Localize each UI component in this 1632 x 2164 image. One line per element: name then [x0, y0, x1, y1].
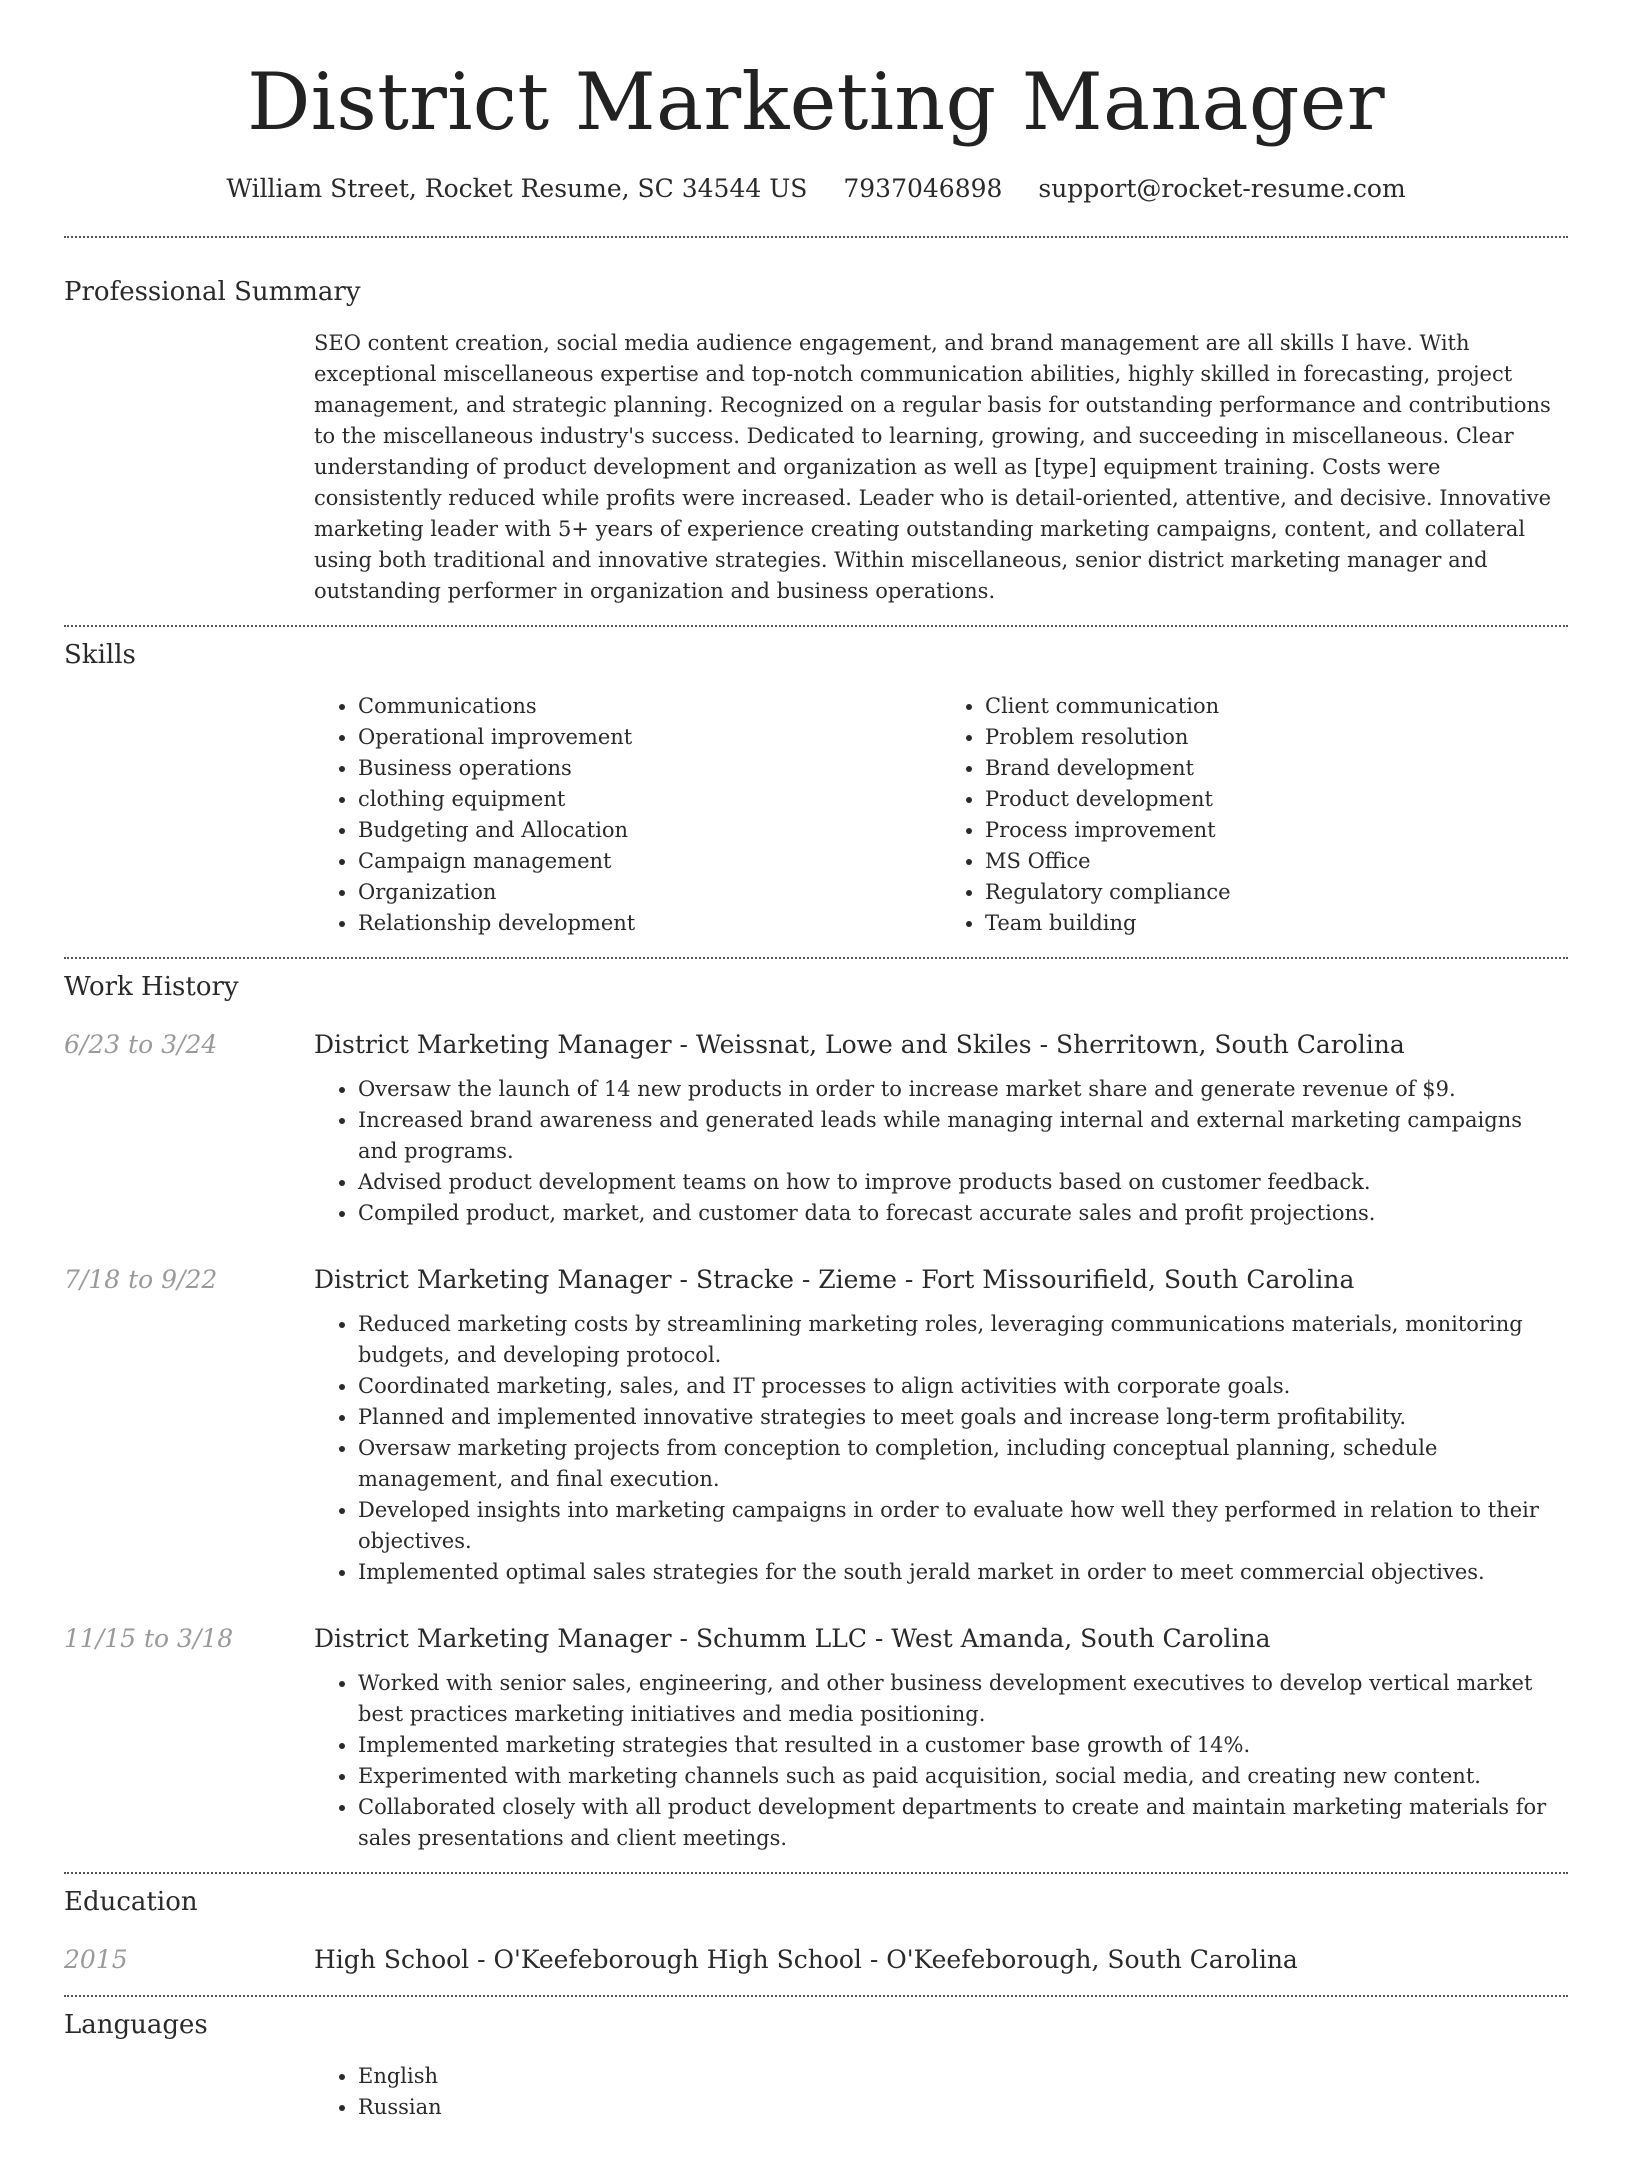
job-details — [314, 1668, 1568, 1854]
job-title: District Marketing Manager - Weissnat, Lowe and Skiles - Sherritown, South Carolina — [314, 1030, 1405, 1059]
section-divider — [64, 1872, 1568, 1874]
languages-section — [64, 2008, 1568, 2123]
job-bullet: • Oversaw marketing projects from conception to completion, including conceptual planning, schedule management, and final execution. — [358, 1433, 1568, 1495]
skills-list-left — [314, 691, 941, 939]
contact-email: support@rocket-resume.com — [1038, 174, 1406, 203]
job-bullet: • Advised product development teams on how to improve products based on customer feedback. — [358, 1167, 1568, 1198]
skill-item: • Problem resolution — [985, 722, 1568, 753]
languages-list — [314, 2061, 1568, 2123]
resume-name: District Marketing Manager — [247, 56, 1385, 148]
resume-page — [0, 52, 1632, 2164]
job-bullet: • Reduced marketing costs by streamlining marketing roles, leveraging communications materials, monitoring budgets, and developing protocol. — [358, 1309, 1568, 1371]
skill-item: • Operational improvement — [358, 722, 941, 753]
skill-item: • MS Office — [985, 846, 1568, 877]
job-bullets — [314, 1074, 1568, 1229]
skill-item: • Process improvement — [985, 815, 1568, 846]
section-title-education: Education — [64, 1887, 198, 1917]
section-title-summary: Professional Summary — [64, 277, 361, 307]
job-bullet: • Oversaw the launch of 14 new products in order to increase market share and generate revenue of $9. — [358, 1074, 1568, 1105]
job-header — [64, 1028, 1568, 1062]
job-bullet: • Developed insights into marketing campaigns in order to evaluate how well they performed in relation to their objectives. — [358, 1495, 1568, 1557]
skill-item: • Team building — [985, 908, 1568, 939]
job-bullet: • Implemented optimal sales strategies for the south jerald market in order to meet commercial objectives. — [358, 1557, 1568, 1588]
job-bullet: • Collaborated closely with all product development departments to create and maintain marketing materials for sales presentations and client meetings. — [358, 1792, 1568, 1854]
contact-phone: 7937046898 — [843, 174, 1003, 203]
skill-item: • Organization — [358, 877, 941, 908]
job-details — [314, 1074, 1568, 1229]
skill-item: • Relationship development — [358, 908, 941, 939]
job-title: District Marketing Manager - Schumm LLC - West Amanda, South Carolina — [314, 1624, 1271, 1653]
education-entry — [64, 1943, 1568, 1977]
skills-columns — [314, 691, 1568, 939]
education-section — [64, 1885, 1568, 1977]
job-details — [314, 1309, 1568, 1588]
skill-item: • Communications — [358, 691, 941, 722]
job-entry — [64, 1263, 1568, 1588]
job-bullet: • Implemented marketing strategies that resulted in a customer base growth of 14%. — [358, 1730, 1568, 1761]
work-section — [64, 970, 1568, 1854]
skill-item: • Product development — [985, 784, 1568, 815]
skills-list-right — [941, 691, 1568, 939]
job-bullet: • Increased brand awareness and generated leads while managing internal and external marketing campaigns and programs. — [358, 1105, 1568, 1167]
job-bullet: • Compiled product, market, and customer data to forecast accurate sales and profit projections. — [358, 1198, 1568, 1229]
job-bullet: • Experimented with marketing channels such as paid acquisition, social media, and creating new content. — [358, 1761, 1568, 1792]
job-bullet: • Coordinated marketing, sales, and IT processes to align activities with corporate goals. — [358, 1371, 1568, 1402]
job-bullets — [314, 1668, 1568, 1854]
section-divider — [64, 625, 1568, 627]
job-entry — [64, 1622, 1568, 1854]
skill-item: • Campaign management — [358, 846, 941, 877]
skill-item: • Budgeting and Allocation — [358, 815, 941, 846]
skills-section — [64, 638, 1568, 939]
education-dates: 2015 — [64, 1945, 128, 1974]
job-dates: 7/18 to 9/22 — [64, 1265, 218, 1294]
education-title: High School - O'Keefeborough High School - O'Keefeborough, South Carolina — [314, 1945, 1298, 1974]
job-header — [64, 1263, 1568, 1297]
contact-address: William Street, Rocket Resume, SC 34544 US — [226, 174, 808, 203]
language-item: • English — [358, 2061, 1568, 2092]
languages-content — [314, 2061, 1568, 2123]
job-bullets — [314, 1309, 1568, 1588]
skill-item: • Regulatory compliance — [985, 877, 1568, 908]
skill-item: • Client communication — [985, 691, 1568, 722]
skill-item: • clothing equipment — [358, 784, 941, 815]
section-title-skills: Skills — [64, 640, 136, 670]
job-title: District Marketing Manager - Stracke - Zieme - Fort Missourifield, South Carolina — [314, 1265, 1355, 1294]
job-dates: 6/23 to 3/24 — [64, 1030, 218, 1059]
section-divider — [64, 957, 1568, 959]
job-entry — [64, 1028, 1568, 1229]
contact-line — [64, 172, 1568, 206]
summary-text: SEO content creation, social media audience engagement, and brand management are all skills I have. With exceptional miscellaneous expertise and top-notch communication abilities, highly skilled in forecasting, project management, and strategic planning. Recognized on a regular basis for outstanding performance and contributions to the miscellaneous industry's success. Dedicated to learning, growing, and succeeding in miscellaneous. Clear understanding of product development and organization as well as [type] equipment training. Costs were consistently reduced while profits were increased. Leader who is detail-oriented, attentive, and decisive. Innovative marketing leader with 5+ years of experience creating outstanding marketing campaigns, content, and collateral using both traditional and innovative strategies. Within miscellaneous, senior district marketing manager and outstanding performer in organization and business operations. — [314, 331, 1552, 603]
summary-section — [64, 275, 1568, 607]
skill-item: • Business operations — [358, 753, 941, 784]
section-title-work: Work History — [64, 972, 239, 1002]
section-title-languages: Languages — [64, 2010, 208, 2040]
language-item: • Russian — [358, 2092, 1568, 2123]
skill-item: • Brand development — [985, 753, 1568, 784]
section-divider — [64, 236, 1568, 238]
summary-content — [314, 328, 1568, 607]
section-divider — [64, 1995, 1568, 1997]
job-dates: 11/15 to 3/18 — [64, 1624, 234, 1653]
job-bullet: • Worked with senior sales, engineering, and other business development executives to develop vertical market best practices marketing initiatives and media positioning. — [358, 1668, 1568, 1730]
job-bullet: • Planned and implemented innovative strategies to meet goals and increase long-term profitability. — [358, 1402, 1568, 1433]
job-header — [64, 1622, 1568, 1656]
